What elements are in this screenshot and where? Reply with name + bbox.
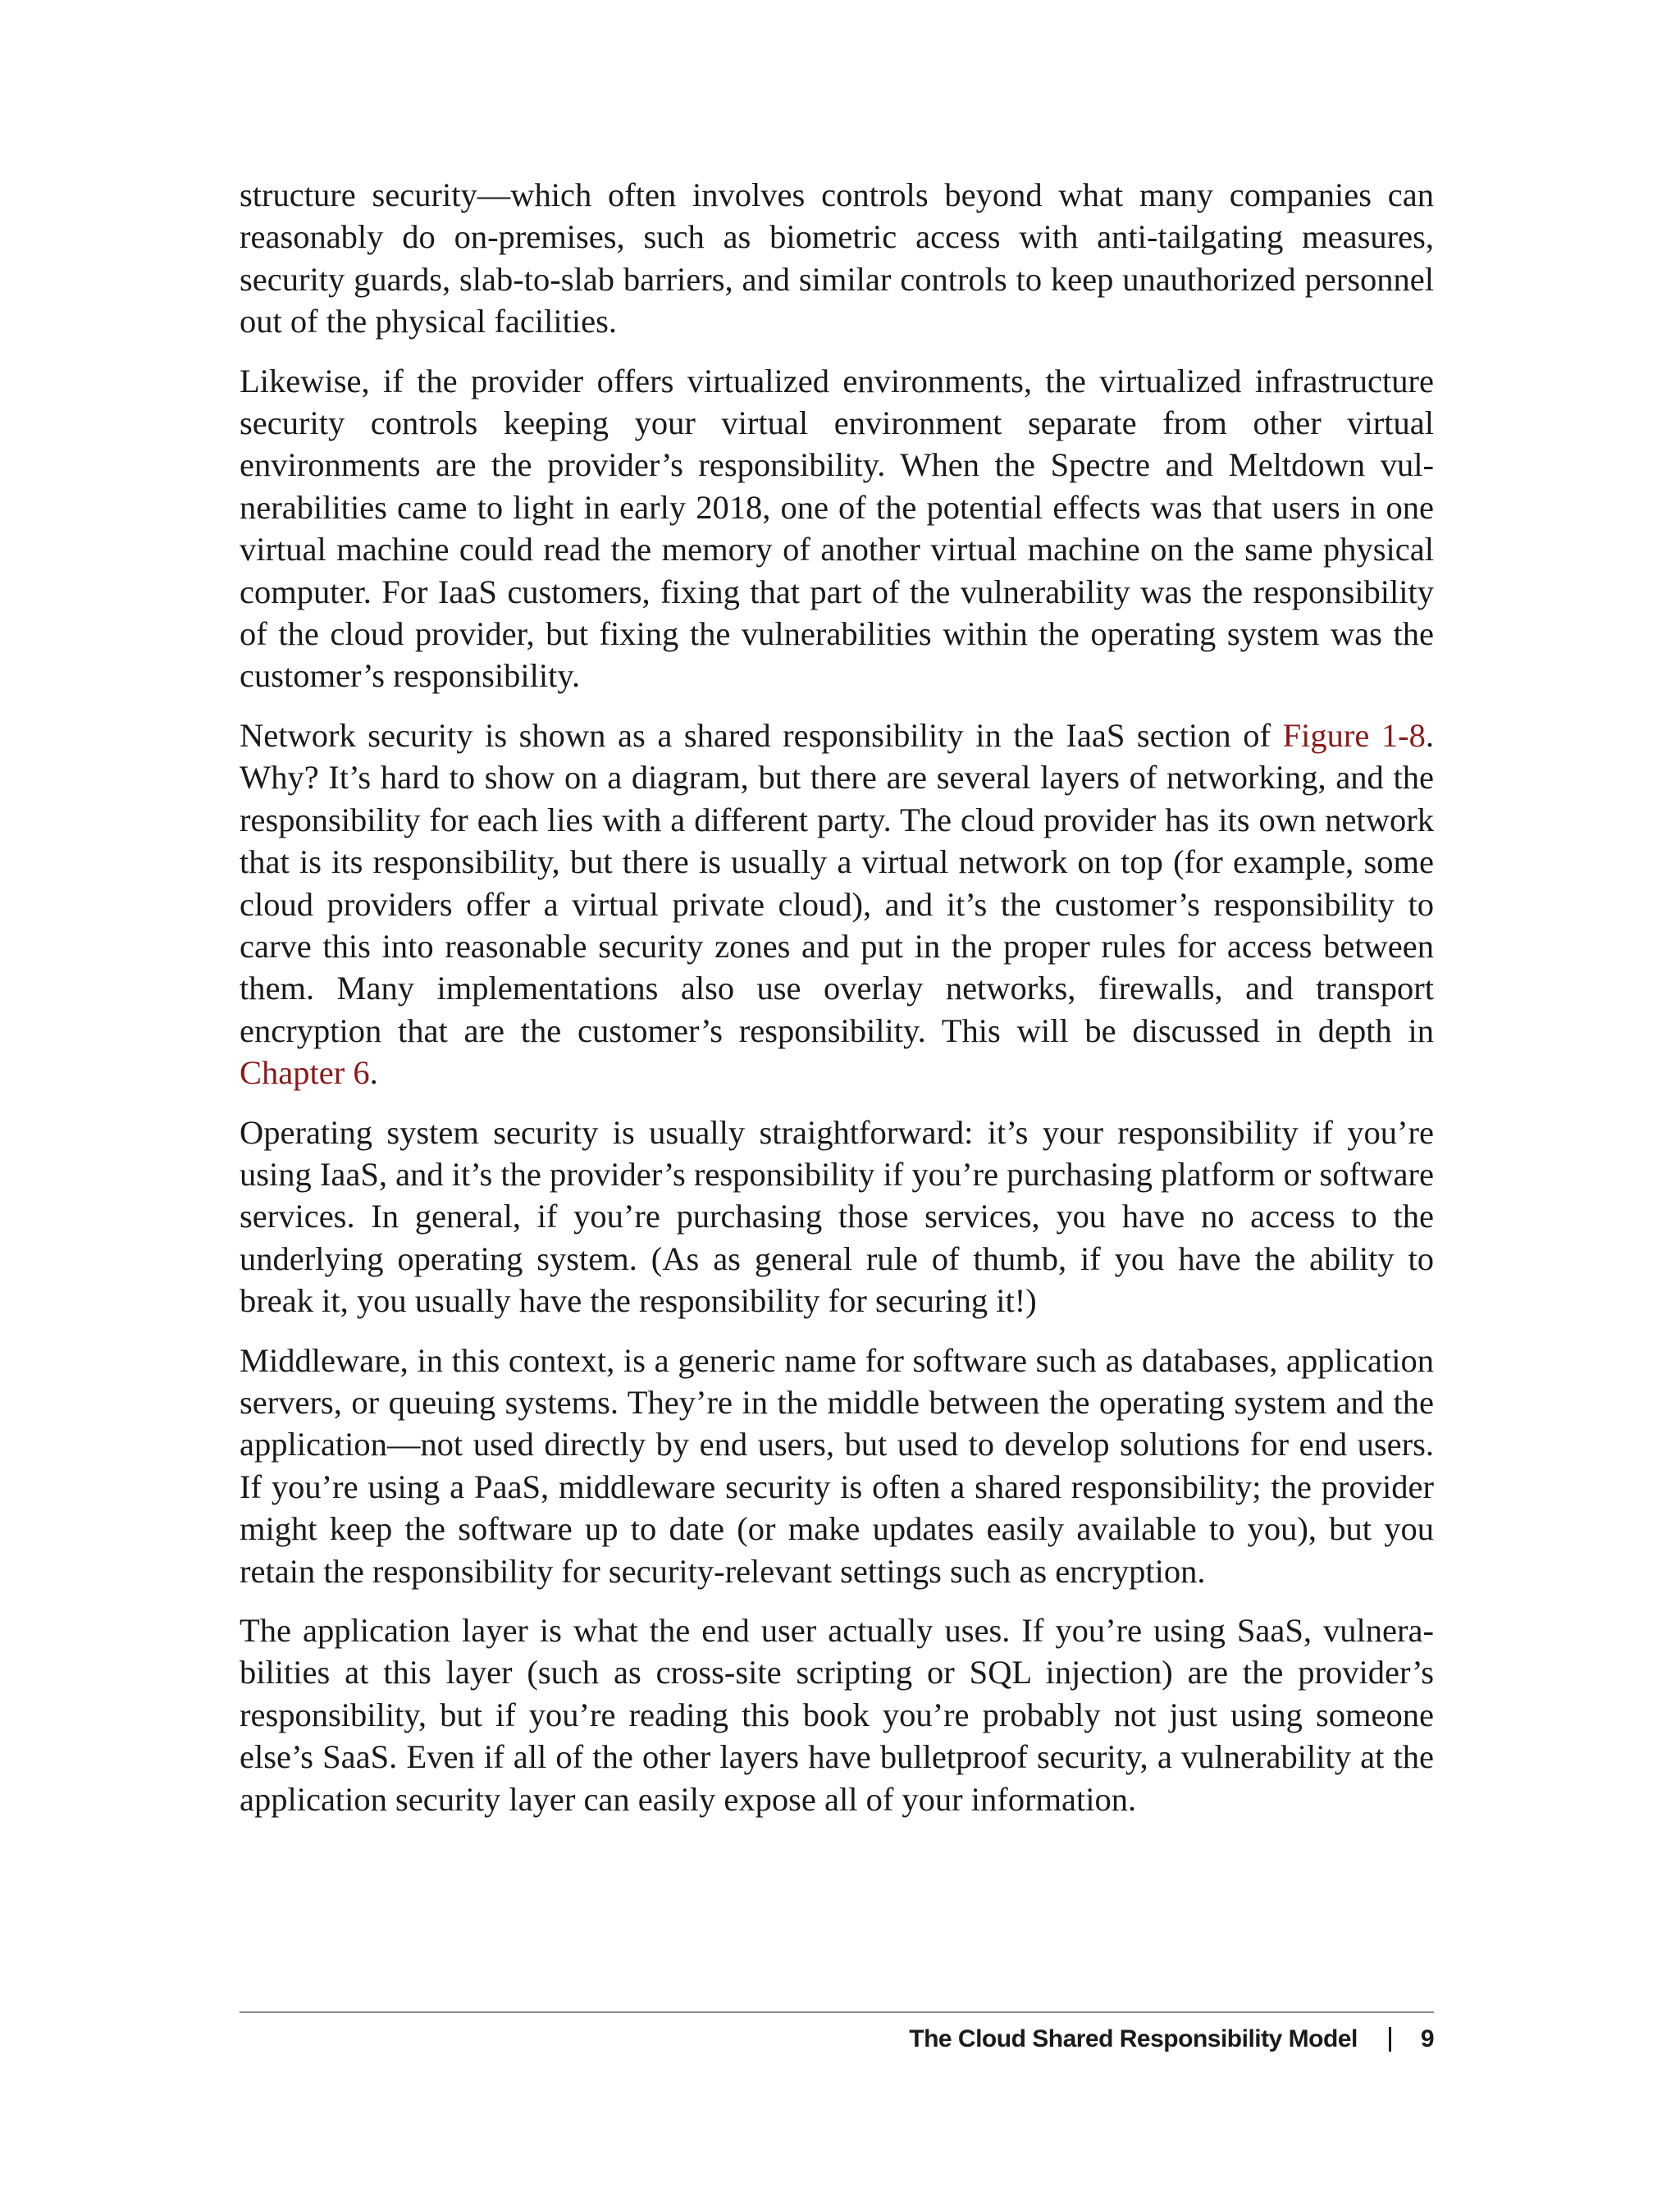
paragraph-text: . Why? It’s hard to show on a diagram, but there are several layers of networking, and the responsibility for each lies with a different party. The cloud provider has its own network that is its responsibility, but there is usually a virtual network on top (for example, some cloud providers offer a virtual private cloud), and it’s the customer’s responsibility to carve this into reasonable security zones and put in the proper rules for access between them. Many implementations also use overlay networks, firewalls, and transport encryption that are the customer’s responsibility. This will be discussed in depth in — [240, 716, 1434, 1049]
paragraph-text: Network security is shown as a shared responsibility in the IaaS section of — [240, 716, 1283, 754]
paragraph-text: Operating system security is usually straightforward: it’s your responsibility if you’re using IaaS, and it’s the provider’s responsibility if you’re purchasing platform or software services. In general, if you’re purchasing those services, you have no access to the underlying operating system. (As as general rule of thumb, if you have the ability to break it, you usually have the responsibility for securing it!) — [240, 1113, 1434, 1320]
paragraph — [240, 1112, 1434, 1322]
paragraph — [240, 174, 1434, 343]
footer-separator — [1389, 2027, 1391, 2052]
footer-title: The Cloud Shared Responsibility Model — [909, 2025, 1358, 2052]
paragraph-text: The application layer is what the end user actually uses. If you’re using SaaS, vulnerabilities at this layer (such as cross-site scripting or SQL injection) are the provider’s responsibility, but if you’re reading this book you’re probably not just using someone else’s SaaS. Even if all of the other layers have bulletproof security, a vulnerability at the application security layer can easily expose all of your information. — [240, 1612, 1434, 1818]
paragraph-text: Middleware, in this context, is a generic name for software such as databases, application servers, or queuing systems. They’re in the middle between the operating system and the application—not used directly by end users, but used to develop solutions for end users. If you’re using a PaaS, middleware security is often a shared responsibility; the provider might keep the software up to date (or make updates easily available to you), but you retain the responsibility for security-relevant settings such as encryption. — [240, 1341, 1434, 1590]
body-text — [240, 174, 1434, 1820]
paragraph — [240, 360, 1434, 697]
paragraph — [240, 1609, 1434, 1820]
cross-reference-link[interactable]: Figure 1-8 — [1282, 716, 1426, 754]
paragraph-text: . — [369, 1054, 378, 1092]
page-number: 9 — [1420, 2025, 1434, 2052]
cross-reference-link[interactable]: Chapter 6 — [240, 1054, 370, 1092]
running-footer — [909, 2023, 1434, 2056]
paragraph — [240, 714, 1434, 1094]
paragraph — [240, 1340, 1434, 1592]
paragraph-text: Likewise, if the provider offers virtualized environments, the virtualized infrastructure security controls keeping your virtual environment separate from other virtual environments are the provider’s responsibility. When the Spectre and Meltdown vulnerabilities came to light in early 2018, one of the potential effects was that users in one virtual machine could read the memory of another virtual machine on the same physical computer. For IaaS customers, fixing that part of the vulnerability was the responsibility of the cloud provider, but fixing the vulnerabilities within the operating system was the customer’s responsibility. — [240, 362, 1434, 695]
paragraph-text: structure security—which often involves controls beyond what many companies can reasonably do on-premises, such as biometric access with anti-tailgating measures, security guards, slab-to-slab barriers, and similar controls to keep unauthorized personnel out of the physical facilities. — [240, 176, 1434, 340]
footer-rule — [240, 2011, 1434, 2013]
